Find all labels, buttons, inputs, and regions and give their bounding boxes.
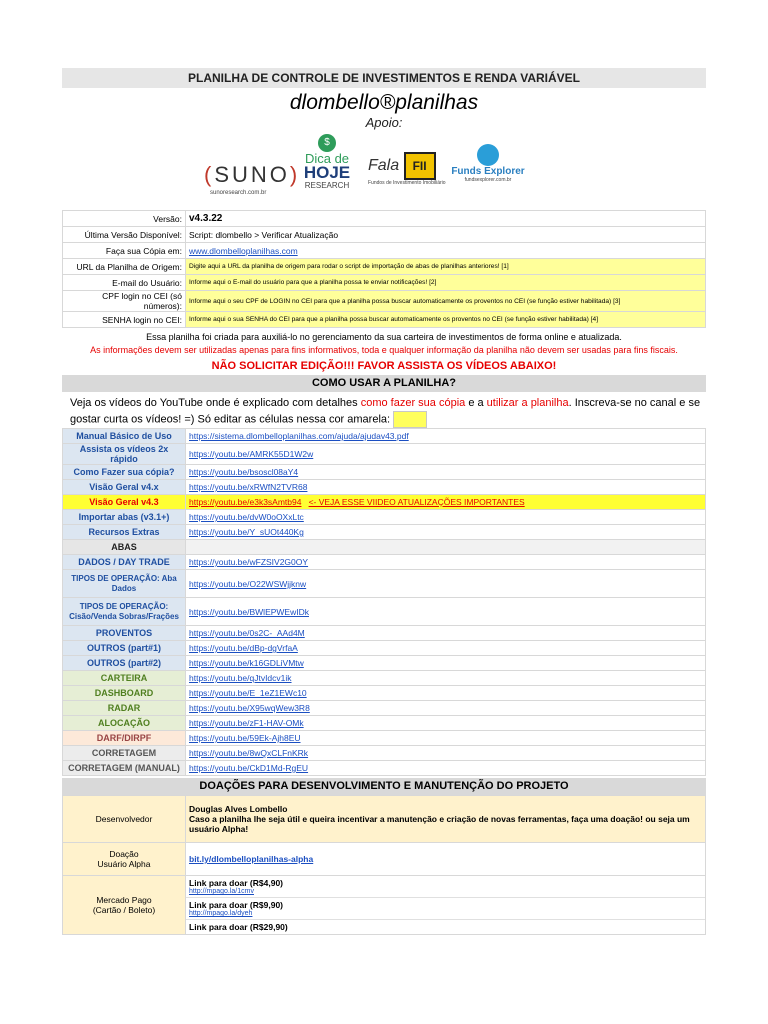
video-row: TIPOS DE OPERAÇÃO: Aba Dados https://youtu.be/O22WSWjjknw	[63, 570, 706, 598]
mp-link[interactable]: http://mpago.la/dyeh	[189, 910, 253, 917]
cpf-input-cell[interactable]: Informe aqui o seu CPF de LOGIN no CEI para que a planilha possa buscar automaticamente os proventos no CEI (se função estiver habilitada) [3]	[186, 291, 706, 312]
video-row: PROVENTOS https://youtu.be/0s2C-_AAd4M	[63, 626, 706, 641]
video-row: TIPOS DE OPERAÇÃO: Cisão/Venda Sobras/Frações https://youtu.be/BWlEPWEwIDk	[63, 598, 706, 626]
sponsor-logos	[62, 134, 706, 206]
video-row: OUTROS (part#2) https://youtu.be/k16GDLiVMtw	[63, 656, 706, 671]
fii-box: FII	[404, 152, 436, 180]
developer-text: Caso a planilha lhe seja útil e queira incentivar a manutenção e criação de novas ferramentas, faça uma doação! ou seja um usuário Alpha!	[189, 814, 690, 834]
info-row-url: URL da Planilha de Origem: Digite aqui a URL da planilha de origem para rodar o script de importação de abas de planilhas anteriores! [1]	[63, 259, 706, 275]
video-link[interactable]: https://youtu.be/xRWfN2TVR68	[189, 482, 308, 492]
copy-link[interactable]: www.dlombelloplanilhas.com	[189, 245, 298, 256]
dica-de-hoje-logo[interactable]	[302, 134, 352, 190]
video-link[interactable]: https://youtu.be/O22WSWjjknw	[189, 578, 307, 589]
mp-label1: Mercado Pago	[96, 895, 152, 905]
spreadsheet	[62, 68, 706, 935]
video-row: Recursos Extras https://youtu.be/Y_sUOt440Kg	[63, 525, 706, 540]
developer-row: Desenvolvedor Douglas Alves Lombello Caso a planilha lhe seja útil e queira incentivar a manutenção e criação de novas ferramentas, faça uma doação! ou seja um usuário Alpha!	[63, 796, 706, 843]
developer-name: Douglas Alves Lombello	[189, 804, 288, 814]
note-disclaimer: As informações devem ser utilizadas apenas para fins informativos, toda e qualquer informação da planilha não devem ser usadas para fins fiscais.	[90, 345, 678, 355]
funds-icon	[477, 144, 499, 166]
video-row: ALOCAÇÃO https://youtu.be/zF1-HAV-OMk	[63, 716, 706, 731]
video-row: OUTROS (part#1) https://youtu.be/dBp-dgVrfaA	[63, 641, 706, 656]
mp-row	[63, 876, 706, 935]
fala-sub: Fundos de Investimento Imobiliário	[368, 180, 446, 186]
mp-link[interactable]: http://mpago.la/1cmv	[189, 888, 254, 895]
video-link[interactable]: https://youtu.be/AMRK55D1W2w	[189, 449, 314, 459]
video-row: CORRETAGEM https://youtu.be/8wQxCLFnKRk	[63, 746, 706, 761]
video-link[interactable]: https://youtu.be/8wQxCLFnKRk	[189, 748, 309, 758]
video-link[interactable]: https://youtu.be/wFZSIV2G0OY	[189, 557, 309, 567]
video-row: Visão Geral v4.x https://youtu.be/xRWfN2TVR68	[63, 480, 706, 495]
video-link[interactable]: https://youtu.be/dBp-dgVrfaA	[189, 643, 298, 653]
video-link[interactable]: https://youtu.be/dvW0oOXxLtc	[189, 512, 304, 522]
info-row-cpf: CPF login no CEI (só números): Informe aqui o seu CPF de LOGIN no CEI para que a planilha possa buscar automaticamente os proventos no CEI (se função estiver habilitada) [3]	[63, 291, 706, 312]
funds-site: fundsexplorer.com.br	[464, 177, 512, 183]
alpha-label2: Usuário Alpha	[97, 859, 151, 869]
video-row: CORRETAGEM (MANUAL) https://youtu.be/CkD1Md-RgEU	[63, 761, 706, 776]
suno-logo[interactable]: (SUNO)	[204, 162, 301, 187]
video-table	[62, 428, 706, 776]
video-note: <- VEJA ESSE VIIDEO ATUALIZAÇÕES IMPORTANTES	[308, 497, 525, 507]
funds-explorer-logo[interactable]	[448, 144, 528, 183]
video-link[interactable]: https://youtu.be/k16GDLiVMtw	[189, 658, 304, 668]
fala-fii-logo[interactable]	[368, 152, 446, 186]
suno-site: sunoresearch.com.br	[210, 190, 267, 196]
alpha-row	[63, 843, 706, 876]
video-row: DASHBOARD https://youtu.be/E_1eZ1EWc10	[63, 686, 706, 701]
fala-word: Fala	[368, 157, 400, 175]
video-link[interactable]: https://youtu.be/CkD1Md-RgEU	[189, 763, 309, 773]
version-value: v4.3.22	[186, 211, 706, 227]
mp-item: Link para doar (R$29,90)	[189, 922, 288, 932]
video-row: Como Fazer sua cópia? https://youtu.be/bsoscl08aY4	[63, 465, 706, 480]
video-link[interactable]: https://youtu.be/qJtvIdcv1ik	[189, 673, 292, 683]
senha-input-cell[interactable]: Informe aqui o sua SENHA do CEI para que a planilha possa buscar automaticamente os proventos no CEI (se função estiver habilitada) [4]	[186, 312, 706, 328]
info-row-version: Versão: v4.3.22	[63, 211, 706, 227]
email-input-cell[interactable]: Informe aqui o E-mail do usuário para que a planilha possa te enviar notificações! [2]	[186, 275, 706, 291]
url-input-cell[interactable]: Digite aqui a URL da planilha de origem para rodar o script de importação de abas de planilhas anteriores! [1]	[186, 259, 706, 275]
video-row: DADOS / DAY TRADE https://youtu.be/wFZSIV2G0OY	[63, 555, 706, 570]
video-link[interactable]: https://youtu.be/e3k3sAmtb94	[189, 497, 302, 507]
apoio-label: Apoio:	[365, 115, 403, 130]
donations-table	[62, 795, 706, 935]
yellow-swatch	[393, 411, 427, 428]
video-link[interactable]: https://youtu.be/X95wqWew3R8	[189, 703, 310, 713]
video-row: Assista os vídeos 2x rápido https://youtu.be/AMRK55D1W2w	[63, 444, 706, 465]
video-link[interactable]: https://youtu.be/E_1eZ1EWc10	[189, 688, 307, 698]
video-row: CARTEIRA https://youtu.be/qJtvIdcv1ik	[63, 671, 706, 686]
dica-line1: Dica de	[304, 151, 350, 166]
howto-intro: Veja os vídeos do YouTube onde é explicado com detalhes como fazer sua cópia e a utilizar a planilha. Inscreva-se no canal e se gostar curta os vídeos! =) Só editar as células nessa cor amarela:	[62, 392, 706, 428]
video-link[interactable]: https://sistema.dlombelloplanilhas.com/ajuda/ajudav43.pdf	[189, 431, 409, 441]
video-link[interactable]: https://youtu.be/zF1-HAV-OMk	[189, 718, 304, 728]
mp-item: Link para doar (R$9,90) http://mpago.la/dyeh	[186, 898, 705, 920]
video-link[interactable]: https://youtu.be/Y_sUOt440Kg	[189, 527, 304, 537]
video-row: DARF/DIRPF https://youtu.be/59Ek-Ajh8EU	[63, 731, 706, 746]
howto-title: COMO USAR A PLANILHA?	[62, 375, 706, 392]
info-row-email: E-mail do Usuário: Informe aqui o E-mail do usuário para que a planilha possa te enviar notificações! [2]	[63, 275, 706, 291]
note-no-edit: NÃO SOLICITAR EDIÇÃO!!! FAVOR ASSISTA OS VÍDEOS ABAIXO!	[211, 360, 557, 372]
video-link[interactable]: https://youtu.be/BWlEPWEwIDk	[189, 606, 309, 617]
alpha-link[interactable]: bit.ly/dlombelloplanilhas-alpha	[189, 854, 314, 864]
video-link[interactable]: https://youtu.be/0s2C-_AAd4M	[189, 628, 305, 638]
info-table	[62, 210, 706, 328]
donations-title: DOAÇÕES PARA DESENVOLVIMENTO E MANUTENÇÃO DO PROJETO	[62, 778, 706, 795]
video-link[interactable]: https://youtu.be/bsoscl08aY4	[189, 467, 299, 477]
video-link[interactable]: https://youtu.be/59Ek-Ajh8EU	[189, 733, 301, 743]
coin-icon: $	[318, 134, 336, 152]
dica-line2: HOJE	[303, 163, 351, 182]
info-row-senha: SENHA login no CEI: Informe aqui o sua SENHA do CEI para que a planilha possa buscar automaticamente os proventos no CEI (se função estiver habilitada) [4]	[63, 312, 706, 328]
video-row: RADAR https://youtu.be/X95wqWew3R8	[63, 701, 706, 716]
sheet-title: PLANILHA DE CONTROLE DE INVESTIMENTOS E RENDA VARIÁVEL	[62, 68, 706, 88]
note-purpose: Essa planilha foi criada para auxiliá-lo no gerenciamento da sua carteira de investimentos de forma online e atualizada.	[146, 332, 622, 342]
dica-line3: RESEARCH	[304, 181, 350, 190]
mp-item: Link para doar (R$4,90) http://mpago.la/1cmv	[186, 876, 705, 898]
funds-name: Funds Explorer	[451, 166, 525, 177]
info-row-latest: Última Versão Disponível: Script: dlombello > Verificar Atualização	[63, 227, 706, 243]
mp-label2: (Cartão / Boleto)	[92, 905, 156, 915]
info-row-copy: Faça sua Cópia em: www.dlombelloplanilhas.com	[63, 243, 706, 259]
brand-name: dlombello®planilhas	[289, 91, 479, 114]
alpha-label1: Doação	[109, 849, 139, 859]
abas-row: ABAS	[63, 540, 706, 555]
video-row-highlight: Visão Geral v4.3 https://youtu.be/e3k3sAmtb94 <- VEJA ESSE VIIDEO ATUALIZAÇÕES IMPORTANTES	[63, 495, 706, 510]
video-row: Manual Básico de Uso https://sistema.dlombelloplanilhas.com/ajuda/ajudav43.pdf	[63, 429, 706, 444]
video-row: Importar abas (v3.1+) https://youtu.be/dvW0oOXxLtc	[63, 510, 706, 525]
